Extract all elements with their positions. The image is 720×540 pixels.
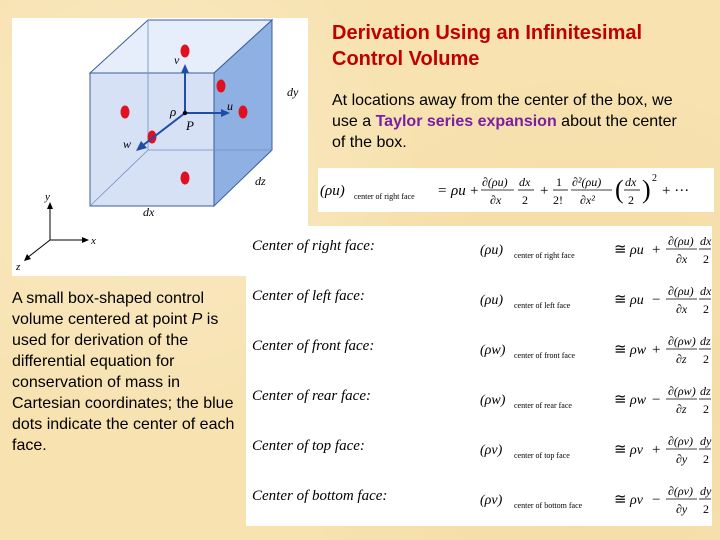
face-equation-row (246, 476, 712, 526)
caption-point: P (191, 311, 203, 328)
face-deriv-den: ∂x (676, 302, 688, 316)
face-sign: − (652, 392, 661, 408)
approx-sign: ≅ (614, 492, 627, 508)
bottom-face-dot (181, 172, 190, 185)
face-deriv-den: ∂z (676, 352, 687, 366)
face-lhs: (ρv) (480, 443, 503, 458)
face-lhs-sub: center of right face (514, 251, 575, 260)
z-axis-label: z (16, 261, 21, 273)
face-equation-row (246, 376, 712, 426)
face-d-den: 2 (703, 352, 709, 366)
intro-text (332, 90, 692, 153)
v-label: v (174, 53, 180, 67)
w-label: w (123, 137, 132, 151)
face-base: ρu (630, 243, 644, 258)
face-equation (480, 226, 712, 276)
taylor-paren-open: ( (615, 175, 624, 204)
approx-sign: ≅ (614, 392, 627, 408)
face-d-den: 2 (703, 252, 709, 266)
face-equation (480, 276, 712, 326)
face-d-num: dy (700, 434, 712, 448)
face-equations-box (246, 226, 712, 526)
face-deriv-den: ∂x (676, 252, 688, 266)
taylor-base: ρu (451, 183, 466, 199)
x-axis-head (82, 237, 89, 243)
rear-face-dot (217, 80, 226, 93)
face-deriv-den: ∂y (676, 452, 688, 466)
taylor-plus-3: + ··· (662, 183, 690, 199)
face-deriv-num: ∂(ρv) (668, 484, 694, 498)
face-label: Center of front face: (252, 338, 375, 354)
face-lhs: (ρw) (480, 343, 506, 358)
top-face-dot (181, 45, 190, 58)
taylor-equation-box (318, 168, 714, 212)
face-label: Center of top face: (252, 438, 365, 454)
y-axis-label: y (45, 191, 50, 203)
face-equation (480, 376, 712, 426)
face-sign: + (652, 242, 661, 258)
taylor-dx-den: 2 (522, 193, 528, 207)
face-base: ρu (630, 293, 644, 308)
face-deriv-num: ∂(ρv) (668, 434, 694, 448)
caption-part2: is used for derivation of the differential equation for conservation of mass in Cartesian coordinates; the blue dots indicate the center of each face. (12, 311, 235, 454)
face-sign: + (652, 442, 661, 458)
z-axis (27, 240, 50, 258)
face-label: Center of left face: (252, 288, 365, 304)
face-base: ρv (630, 493, 643, 508)
face-sign: − (652, 492, 661, 508)
taylor-d1-den: ∂x (490, 193, 502, 207)
face-lhs: (ρv) (480, 493, 503, 508)
face-d-den: 2 (703, 402, 709, 416)
face-base: ρv (630, 443, 643, 458)
face-d-den: 2 (703, 502, 709, 516)
face-equation-row (246, 226, 712, 276)
taylor-plus-2: + (540, 183, 549, 199)
taylor-d2-den: ∂x² (580, 193, 595, 207)
intro-before: At locations away from the center of the box, we use a (332, 92, 673, 130)
dz-label: dz (255, 174, 266, 188)
taylor-plus-1: + (470, 183, 479, 199)
figure-caption (12, 288, 242, 456)
face-lhs: (ρw) (480, 393, 506, 408)
face-d-num: dy (700, 484, 712, 498)
face-equation-row (246, 426, 712, 476)
face-sign: − (652, 292, 661, 308)
taylor-factorial: 2! (553, 193, 563, 207)
taylor-one: 1 (556, 175, 562, 189)
face-base: ρw (630, 343, 647, 358)
face-lhs-sub: center of bottom face (514, 501, 583, 510)
y-axis-head (47, 202, 53, 209)
face-equation (480, 476, 712, 526)
taylor-dx-num: dx (519, 175, 531, 189)
face-label: Center of bottom face: (252, 488, 388, 504)
face-lhs-sub: center of rear face (514, 401, 572, 410)
face-d-den: 2 (703, 452, 709, 466)
taylor-d1-num: ∂(ρu) (482, 175, 508, 189)
face-d-num: dx (700, 234, 712, 248)
face-equation-row (246, 326, 712, 376)
taylor-equation (318, 168, 714, 212)
z-axis-head (24, 254, 31, 261)
face-lhs-sub: center of left face (514, 301, 571, 310)
intro-after: about the center of the box. (332, 113, 677, 151)
face-lhs-sub: center of top face (514, 451, 570, 460)
taylor-dx2-den: 2 (628, 193, 634, 207)
face-deriv-num: ∂(ρw) (668, 334, 696, 348)
face-lhs-sub: center of front face (514, 351, 576, 360)
caption-part1: A small box-shaped control volume centered at point (12, 290, 205, 328)
approx-sign: ≅ (614, 242, 627, 258)
slide-title: Derivation Using an Infinitesimal Control Volume (332, 22, 643, 70)
face-base: ρw (630, 393, 647, 408)
taylor-exponent: 2 (652, 173, 657, 184)
face-deriv-den: ∂z (676, 402, 687, 416)
dx-label: dx (143, 205, 155, 219)
rho-label: ρ (170, 104, 177, 119)
face-sign: + (652, 342, 661, 358)
face-deriv-num: ∂(ρw) (668, 384, 696, 398)
u-label: u (227, 99, 233, 113)
face-lhs: (ρu) (480, 293, 504, 308)
face-d-num: dz (700, 334, 711, 348)
taylor-lhs-sub: center of right face (354, 192, 415, 201)
point-p-label: P (186, 118, 194, 133)
face-deriv-num: ∂(ρu) (668, 234, 694, 248)
approx-sign: ≅ (614, 342, 627, 358)
face-equation (480, 426, 712, 476)
dy-label: dy (287, 85, 299, 99)
taylor-equals: = (438, 183, 447, 199)
face-lhs: (ρu) (480, 243, 504, 258)
taylor-paren-close: ) (642, 175, 651, 204)
center-point (183, 111, 187, 115)
x-axis-label: x (91, 235, 96, 247)
face-equation-row (246, 276, 712, 326)
face-deriv-num: ∂(ρu) (668, 284, 694, 298)
approx-sign: ≅ (614, 442, 627, 458)
taylor-d2-num: ∂²(ρu) (572, 175, 602, 189)
face-d-num: dz (700, 384, 711, 398)
face-deriv-den: ∂y (676, 502, 688, 516)
face-label: Center of rear face: (252, 388, 371, 404)
face-equation (480, 326, 712, 376)
right-face-dot (239, 106, 248, 119)
face-d-num: dx (700, 284, 712, 298)
face-label: Center of right face: (252, 238, 375, 254)
taylor-dx2-num: dx (625, 175, 637, 189)
taylor-series-highlight: Taylor series expansion (375, 113, 557, 130)
left-face-dot (121, 106, 130, 119)
approx-sign: ≅ (614, 292, 627, 308)
face-d-den: 2 (703, 302, 709, 316)
taylor-lhs: (ρu) (320, 183, 345, 199)
